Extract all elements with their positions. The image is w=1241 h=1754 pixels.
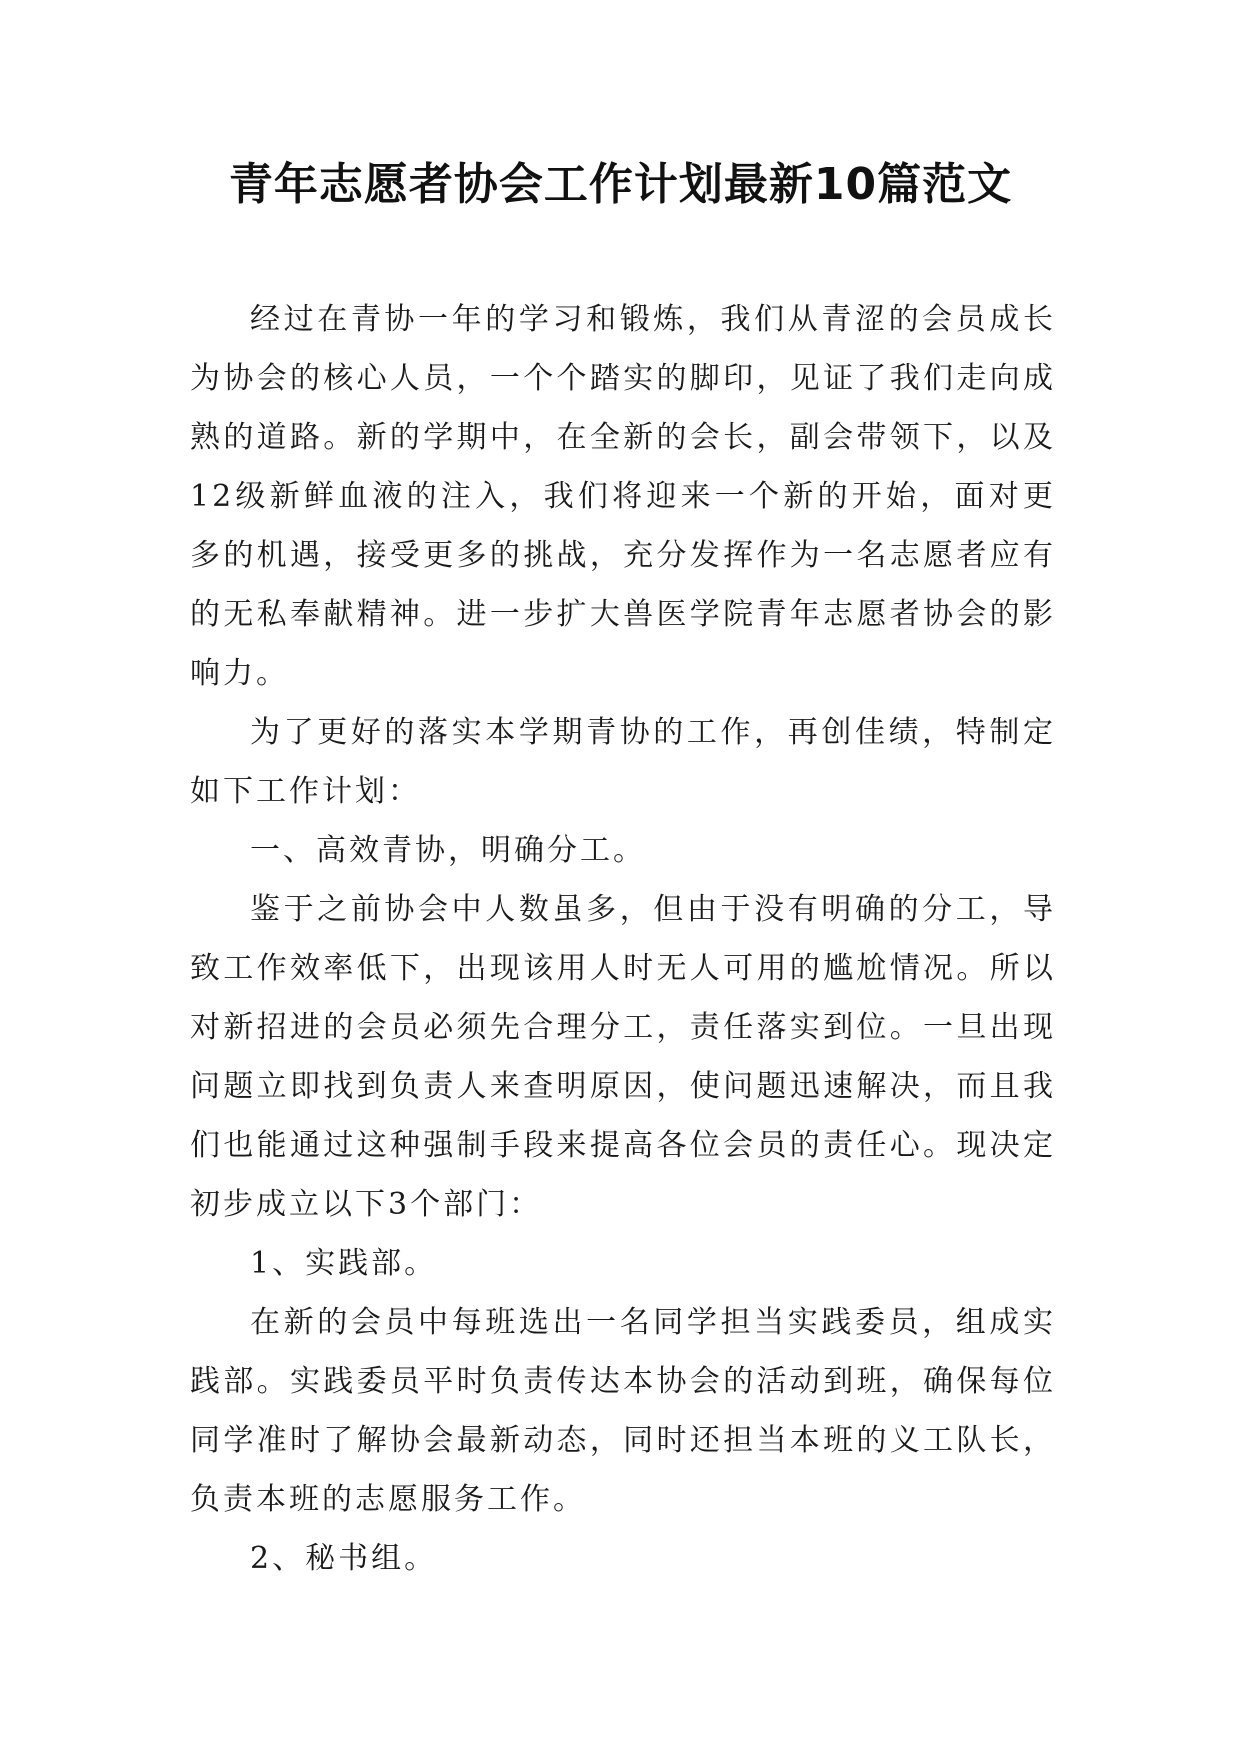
paragraph-intro: 经过在青协一年的学习和锻炼，我们从青涩的会员成长为协会的核心人员，一个个踏实的脚印，见证了我们走向成熟的道路。新的学期中，在全新的会长，副会带领下，以及12级新鲜血液的注入，我们将迎来一个新的开始，面对更多的机遇，接受更多的挑战，充分发挥作为一名志愿者应有的无私奉献精神。进一步扩大兽医学院青年志愿者协会的影响力。 <box>190 302 1056 691</box>
paragraph-division-of-labor: 鉴于之前协会中人数虽多，但由于没有明确的分工，导致工作效率低下，出现该用人时无人可用的尴尬情况。所以对新招进的会员必须先合理分工，责任落实到位。一旦出现问题立即找到负责人来查明原因，使问题迅速解决，而且我们也能通过这种强制手段来提高各位会员的责任心。现决定初步成立以下3个部门： <box>190 892 1056 1222</box>
document-body <box>190 290 1056 1588</box>
document-title: 青年志愿者协会工作计划最新10篇范文 <box>228 159 1013 210</box>
subsection-heading-secretariat: 2、秘书组。 <box>250 1541 438 1576</box>
paragraph-plan-intro: 为了更好的落实本学期青协的工作，再创佳绩，特制定如下工作计划： <box>190 715 1056 809</box>
section-heading-1: 一、高效青协，明确分工。 <box>250 833 646 868</box>
subsection-heading-practice-dept: 1、实践部。 <box>250 1246 438 1281</box>
paragraph-practice-dept: 在新的会员中每班选出一名同学担当实践委员，组成实践部。实践委员平时负责传达本协会的活动到班，确保每位同学准时了解协会最新动态，同时还担当本班的义工队长，负责本班的志愿服务工作。 <box>190 1305 1056 1517</box>
